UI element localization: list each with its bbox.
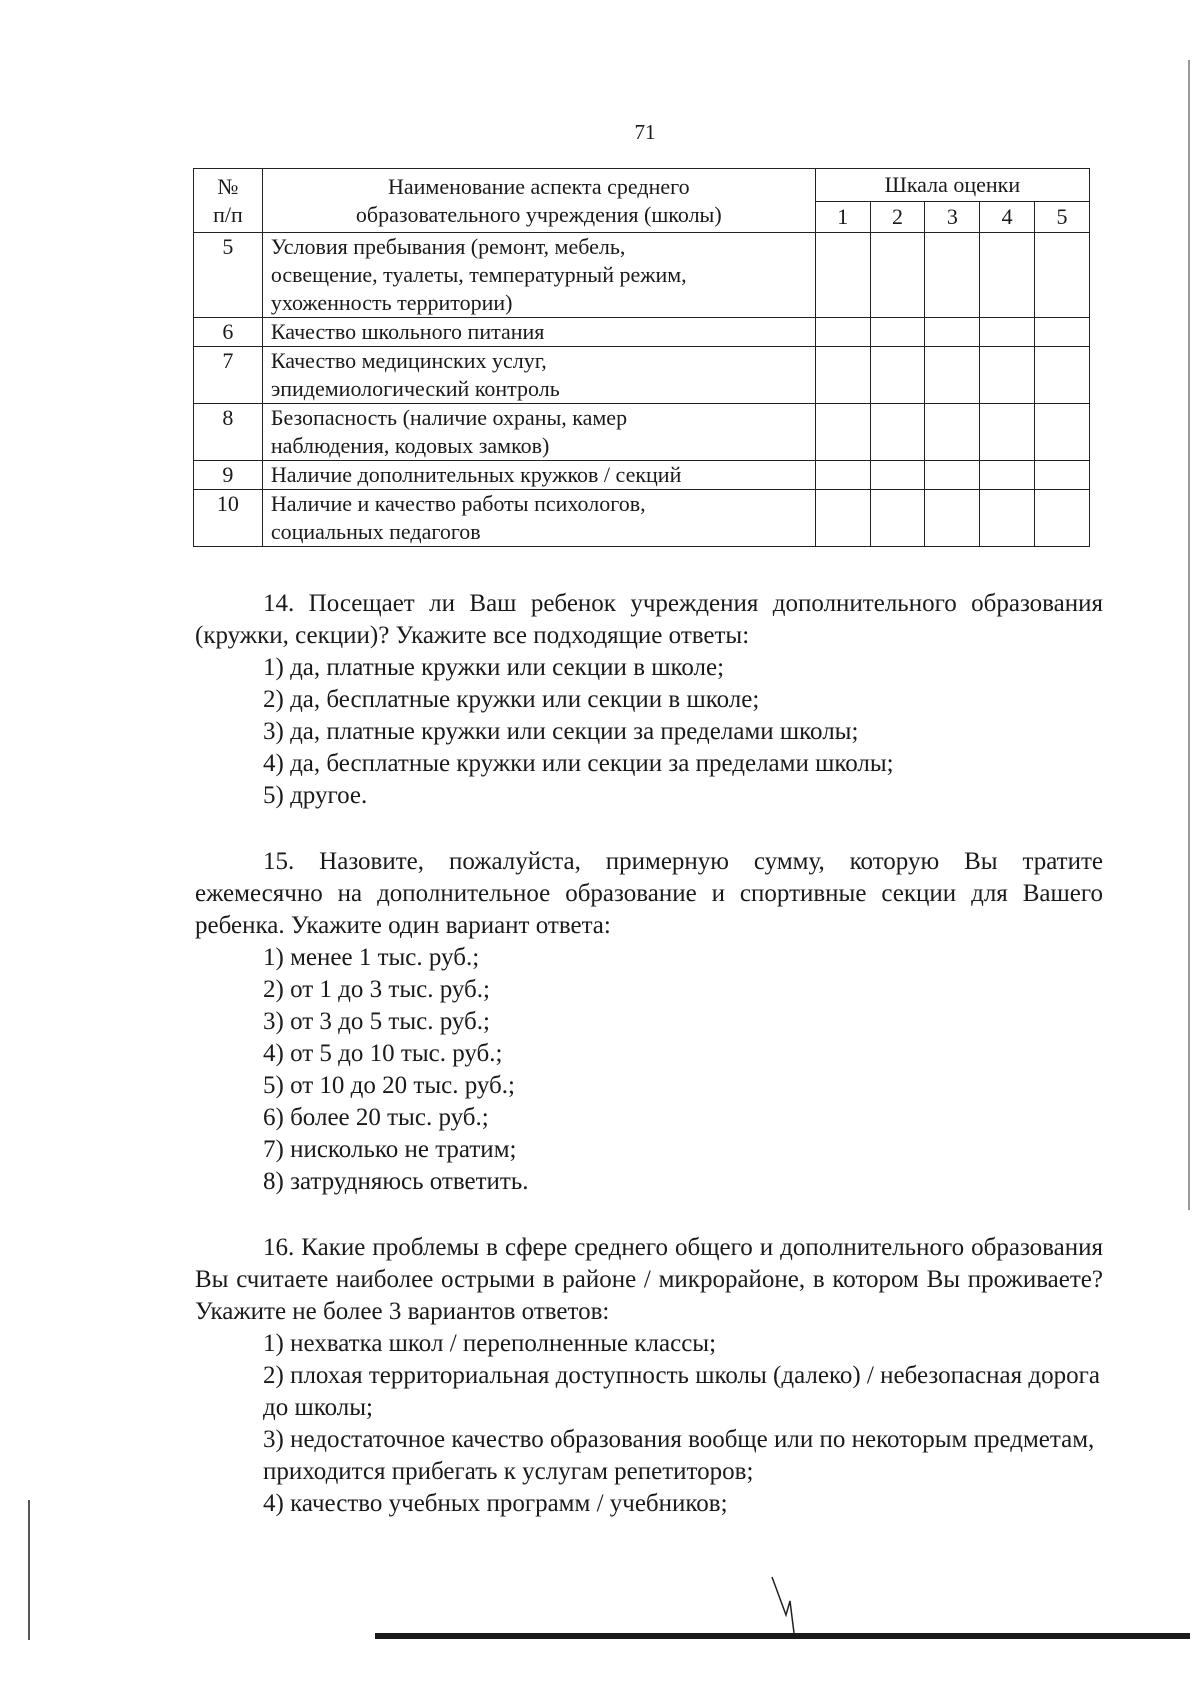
header-scale-cell: Шкала оценки: [815, 169, 1089, 202]
score-cell-4[interactable]: [980, 347, 1035, 404]
header-grade-4: 4: [980, 202, 1035, 233]
score-cell-5[interactable]: [1035, 461, 1090, 490]
table-row: [194, 233, 1090, 318]
score-cell-2[interactable]: [870, 318, 925, 347]
header-grade-5: 5: [1035, 202, 1090, 233]
question-text: 15. Назовите, пожалуйста, примерную сумму, которую Вы тратите ежемесячно на дополнительное образование и спортивные секции для Вашего ребенка. Укажите один вариант ответа:: [195, 848, 1103, 939]
row-number: 9: [194, 461, 263, 490]
row-aspect-line: ухоженность территории): [270, 290, 513, 315]
answer-option: 4) да, бесплатные кружки или секции за пределами школы;: [263, 750, 894, 777]
score-cell-3[interactable]: [925, 318, 980, 347]
header-number-cell: [194, 169, 263, 233]
row-aspect-line: Качество медицинских услуг,: [270, 348, 547, 373]
header-number-line1: №: [217, 173, 239, 199]
row-aspect-line: социальных педагогов: [270, 519, 481, 544]
question-block: [195, 588, 1103, 812]
row-aspect-line: Безопасность (наличие охраны, камер: [270, 405, 628, 430]
answer-option: 5) от 10 до 20 тыс. руб.;: [263, 1072, 515, 1099]
score-cell-3[interactable]: [925, 233, 980, 318]
answer-option: 2) плохая территориальная доступность школы (далеко) / небезопасная дорога до школы;: [263, 1362, 1100, 1421]
answer-option: 4) от 5 до 10 тыс. руб.;: [263, 1040, 503, 1067]
table-row: [194, 318, 1090, 347]
score-cell-5[interactable]: [1035, 404, 1090, 461]
score-cell-1[interactable]: [815, 233, 870, 318]
score-cell-4[interactable]: [980, 490, 1035, 547]
signature-mark: [768, 1575, 798, 1635]
score-cell-3[interactable]: [925, 404, 980, 461]
scan-edge-line-left: [28, 1500, 30, 1640]
table-header-row: [194, 169, 1090, 202]
answer-option: 2) от 1 до 3 тыс. руб.;: [263, 976, 490, 1003]
row-aspect: [262, 347, 815, 404]
row-number: 5: [194, 233, 263, 318]
answer-option: 4) качество учебных программ / учебников;: [263, 1490, 728, 1517]
row-aspect-line: освещение, туалеты, температурный режим,: [270, 262, 687, 287]
answer-option: 1) нехватка школ / переполненные классы;: [263, 1330, 717, 1357]
question-text: 16. Какие проблемы в сфере среднего общего и дополнительного образования Вы считаете наиболее острыми в районе / микрорайоне, в котором Вы проживаете? Укажите не более 3 вариантов ответов:: [195, 1234, 1103, 1325]
score-cell-4[interactable]: [980, 233, 1035, 318]
row-aspect-line: Условия пребывания (ремонт, мебель,: [270, 234, 626, 259]
answer-option: 1) менее 1 тыс. руб.;: [263, 944, 480, 971]
score-cell-3[interactable]: [925, 347, 980, 404]
answer-option: 3) от 3 до 5 тыс. руб.;: [263, 1008, 490, 1035]
row-aspect-line: Наличие и качество работы психологов,: [270, 491, 646, 516]
answer-option: 3) недостаточное качество образования вообще или по некоторым предметам, приходится прибегать к услугам репетиторов;: [263, 1426, 1095, 1485]
score-cell-3[interactable]: [925, 490, 980, 547]
questions-section: [195, 588, 1103, 1554]
answer-option: 2) да, бесплатные кружки или секции в школе;: [263, 686, 760, 713]
scan-edge-line-right: [1188, 60, 1190, 1210]
row-number: 10: [194, 490, 263, 547]
table-row: [194, 461, 1090, 490]
footer-rule: [375, 1633, 1190, 1639]
header-aspect-line2: образовательного учреждения (школы): [355, 201, 722, 227]
score-cell-2[interactable]: [870, 461, 925, 490]
row-aspect-line: Качество школьного питания: [270, 319, 545, 344]
rating-table: [193, 168, 1090, 547]
row-aspect: [262, 461, 815, 490]
answer-option: 5) другое.: [263, 782, 368, 809]
score-cell-2[interactable]: [870, 490, 925, 547]
row-number: 6: [194, 318, 263, 347]
question-block: [195, 1232, 1103, 1520]
question-text: 14. Посещает ли Ваш ребенок учреждения дополнительного образования (кружки, секции)? Укажите все подходящие ответы:: [195, 590, 1103, 649]
score-cell-4[interactable]: [980, 404, 1035, 461]
answer-option: 7) нисколько не тратим;: [263, 1136, 517, 1163]
score-cell-5[interactable]: [1035, 233, 1090, 318]
answer-option: 6) более 20 тыс. руб.;: [263, 1104, 489, 1131]
score-cell-5[interactable]: [1035, 347, 1090, 404]
score-cell-1[interactable]: [815, 404, 870, 461]
answer-option: 1) да, платные кружки или секции в школе;: [263, 654, 725, 681]
score-cell-4[interactable]: [980, 461, 1035, 490]
header-aspect-cell: [262, 169, 815, 233]
row-number: 8: [194, 404, 263, 461]
header-grade-3: 3: [925, 202, 980, 233]
row-aspect-line: Наличие дополнительных кружков / секций: [270, 462, 682, 487]
table-row: [194, 347, 1090, 404]
score-cell-1[interactable]: [815, 490, 870, 547]
score-cell-2[interactable]: [870, 233, 925, 318]
score-cell-5[interactable]: [1035, 490, 1090, 547]
table-body: [194, 233, 1090, 547]
answer-option: 8) затрудняюсь ответить.: [263, 1168, 529, 1195]
header-grade-1: 1: [815, 202, 870, 233]
score-cell-5[interactable]: [1035, 318, 1090, 347]
row-aspect: [262, 318, 815, 347]
row-number: 7: [194, 347, 263, 404]
row-aspect: [262, 233, 815, 318]
table-row: [194, 404, 1090, 461]
header-aspect-line1: Наименование аспекта среднего: [387, 173, 690, 199]
question-block: [195, 846, 1103, 1198]
page-number: 71: [634, 120, 656, 144]
row-aspect-line: эпидемиологический контроль: [270, 376, 560, 401]
score-cell-1[interactable]: [815, 461, 870, 490]
score-cell-2[interactable]: [870, 347, 925, 404]
score-cell-1[interactable]: [815, 318, 870, 347]
row-aspect: [262, 490, 815, 547]
table-row: [194, 490, 1090, 547]
score-cell-3[interactable]: [925, 461, 980, 490]
row-aspect: [262, 404, 815, 461]
score-cell-2[interactable]: [870, 404, 925, 461]
header-number-line2: п/п: [213, 201, 243, 227]
row-aspect-line: наблюдения, кодовых замков): [270, 433, 550, 458]
score-cell-1[interactable]: [815, 347, 870, 404]
header-grade-2: 2: [870, 202, 925, 233]
score-cell-4[interactable]: [980, 318, 1035, 347]
answer-option: 3) да, платные кружки или секции за пределами школы;: [263, 718, 859, 745]
